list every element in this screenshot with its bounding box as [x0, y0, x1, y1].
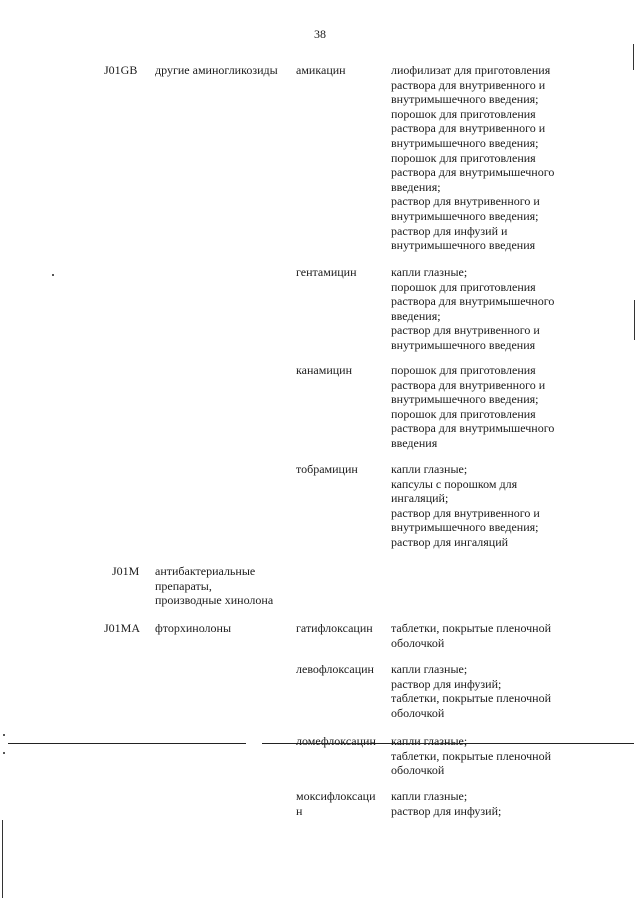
atc-code: J01M: [112, 564, 140, 578]
scan-artifact-edge: [634, 300, 635, 340]
drug-name: гатифлоксацин: [296, 621, 373, 635]
drug-name: ломефлоксацин: [296, 734, 376, 748]
atc-code: J01MA: [104, 621, 141, 635]
page-number: 38: [314, 27, 326, 41]
dosage-forms: порошок для приготовления раствора для внутривенного и внутримышечного введения; порошок для приготовления раствора для внутримышечного введения: [391, 363, 555, 450]
scan-artifact-edge: [2, 820, 3, 898]
group-name: фторхинолоны: [155, 621, 232, 635]
drug-name: канамицин: [296, 363, 353, 377]
group-name: антибактериальные препараты, производные хинолона: [155, 564, 274, 608]
dosage-forms: капли глазные; порошок для приготовления раствора для внутримышечного введения; раствор для внутривенного и внутримышечного введения: [391, 265, 555, 352]
dosage-forms: капли глазные; таблетки, покрытые пленочной оболочкой: [391, 734, 552, 778]
drug-name: моксифлоксаци н: [296, 789, 376, 818]
scan-artifact-dot: [3, 752, 5, 754]
dosage-forms: лиофилизат для приготовления раствора для внутривенного и внутримышечного введения; порошок для приготовления раствора для внутривенного и внутримышечного введения; порошок для приготовления раствора для внутримышечного введения; раствор для внутривенного и внутримышечного введения; раствор для инфузий и внутримышечного введения: [391, 63, 555, 253]
dosage-forms: капли глазные; раствор для инфузий;: [391, 789, 502, 818]
drug-name: левофлоксацин: [296, 662, 374, 676]
scan-artifact-line: [262, 743, 634, 744]
dosage-forms: таблетки, покрытые пленочной оболочкой: [391, 621, 552, 650]
scan-artifact-edge: [633, 44, 634, 70]
dosage-forms: капли глазные; капсулы с порошком для ингаляций; раствор для внутривенного и внутримышечного введения; раствор для ингаляций: [391, 462, 540, 549]
scan-artifact-dot: [52, 274, 54, 276]
drug-name: гентамицин: [296, 265, 357, 279]
atc-code: J01GB: [104, 63, 138, 77]
dosage-forms: капли глазные; раствор для инфузий; таблетки, покрытые пленочной оболочкой: [391, 662, 552, 720]
scan-artifact-line: [8, 743, 246, 744]
scan-artifact-dot: [3, 734, 5, 736]
group-name: другие аминогликозиды: [155, 63, 278, 77]
drug-name: амикацин: [296, 63, 346, 77]
drug-name: тобрамицин: [296, 462, 358, 476]
